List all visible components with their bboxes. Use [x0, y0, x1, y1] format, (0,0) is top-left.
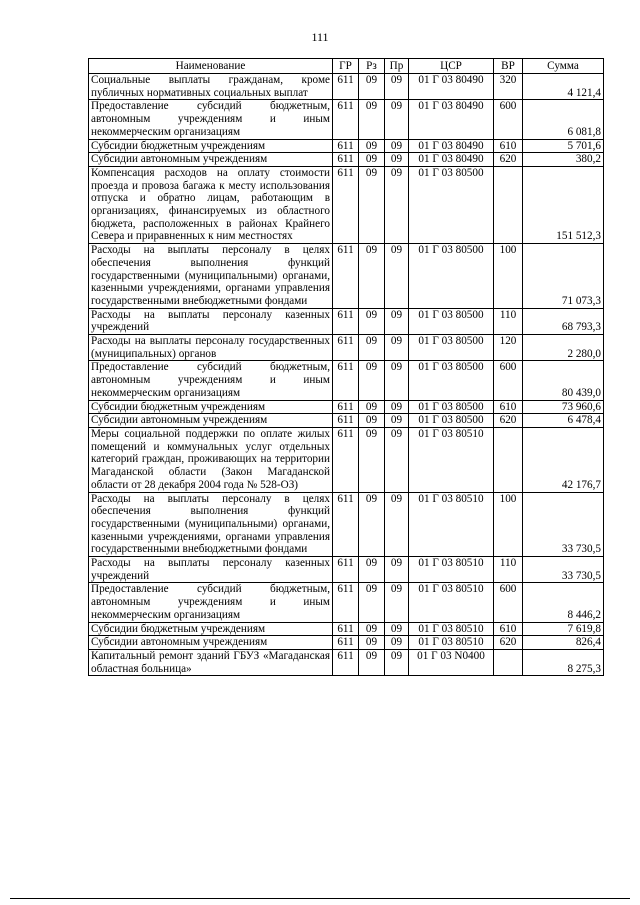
- cell-sum: 4 121,4: [523, 74, 604, 100]
- cell-vr: 620: [494, 414, 523, 428]
- cell-csr: 01 Г 03 N0400: [409, 649, 494, 675]
- cell-rz: 09: [359, 649, 385, 675]
- cell-name: Субсидии автономным учреждениям: [89, 636, 333, 650]
- header-pr: Пр: [385, 59, 409, 74]
- cell-rz: 09: [359, 400, 385, 414]
- cell-name: Субсидии бюджетным учреждениям: [89, 622, 333, 636]
- cell-sum: 826,4: [523, 636, 604, 650]
- cell-vr: 600: [494, 100, 523, 139]
- table-row: [89, 361, 604, 400]
- cell-name: Расходы на выплаты персоналу казенных учреждений: [89, 557, 333, 583]
- cell-rz: 09: [359, 74, 385, 100]
- cell-gr: 611: [333, 244, 359, 309]
- footer-divider: [10, 898, 630, 899]
- cell-gr: 611: [333, 166, 359, 243]
- header-sum: Сумма: [523, 59, 604, 74]
- table-row: [89, 492, 604, 557]
- cell-gr: 611: [333, 100, 359, 139]
- cell-vr: 100: [494, 244, 523, 309]
- cell-gr: 611: [333, 557, 359, 583]
- cell-sum: 73 960,6: [523, 400, 604, 414]
- cell-pr: 09: [385, 492, 409, 557]
- cell-gr: 611: [333, 139, 359, 153]
- cell-sum: 151 512,3: [523, 166, 604, 243]
- cell-rz: 09: [359, 153, 385, 167]
- cell-gr: 611: [333, 153, 359, 167]
- table-row: [89, 557, 604, 583]
- cell-rz: 09: [359, 361, 385, 400]
- cell-csr: 01 Г 03 80500: [409, 361, 494, 400]
- cell-rz: 09: [359, 335, 385, 361]
- cell-csr: 01 Г 03 80490: [409, 139, 494, 153]
- cell-pr: 09: [385, 622, 409, 636]
- table-row: [89, 400, 604, 414]
- cell-csr: 01 Г 03 80500: [409, 244, 494, 309]
- cell-pr: 09: [385, 74, 409, 100]
- cell-pr: 09: [385, 139, 409, 153]
- cell-sum: 33 730,5: [523, 557, 604, 583]
- cell-sum: 80 439,0: [523, 361, 604, 400]
- cell-pr: 09: [385, 400, 409, 414]
- table-row: [89, 414, 604, 428]
- cell-pr: 09: [385, 636, 409, 650]
- cell-rz: 09: [359, 427, 385, 492]
- cell-pr: 09: [385, 649, 409, 675]
- cell-sum: 33 730,5: [523, 492, 604, 557]
- cell-csr: 01 Г 03 80510: [409, 557, 494, 583]
- cell-rz: 09: [359, 414, 385, 428]
- table-header-row: [89, 59, 604, 74]
- cell-csr: 01 Г 03 80500: [409, 335, 494, 361]
- cell-gr: 611: [333, 308, 359, 334]
- cell-vr: 110: [494, 308, 523, 334]
- cell-name: Меры социальной поддержки по оплате жилых помещений и коммунальных услуг отдельных категорий граждан, проживающих на территории Магаданской области (Закон Магаданской области от 28 декабря 2004 года № 528-ОЗ): [89, 427, 333, 492]
- cell-pr: 09: [385, 361, 409, 400]
- cell-gr: 611: [333, 361, 359, 400]
- cell-vr: 620: [494, 153, 523, 167]
- cell-rz: 09: [359, 308, 385, 334]
- cell-pr: 09: [385, 153, 409, 167]
- cell-pr: 09: [385, 583, 409, 622]
- cell-sum: 7 619,8: [523, 622, 604, 636]
- cell-pr: 09: [385, 335, 409, 361]
- cell-sum: 5 701,6: [523, 139, 604, 153]
- cell-pr: 09: [385, 244, 409, 309]
- header-rz: Рз: [359, 59, 385, 74]
- budget-table: [88, 58, 604, 676]
- cell-name: Социальные выплаты гражданам, кроме публичных нормативных социальных выплат: [89, 74, 333, 100]
- cell-rz: 09: [359, 166, 385, 243]
- cell-csr: 01 Г 03 80510: [409, 492, 494, 557]
- header-name: Наименование: [89, 59, 333, 74]
- table-row: [89, 427, 604, 492]
- table-row: [89, 139, 604, 153]
- cell-sum: 71 073,3: [523, 244, 604, 309]
- table-row: [89, 100, 604, 139]
- cell-sum: 6 478,4: [523, 414, 604, 428]
- cell-csr: 01 Г 03 80510: [409, 427, 494, 492]
- cell-gr: 611: [333, 335, 359, 361]
- cell-csr: 01 Г 03 80500: [409, 400, 494, 414]
- cell-rz: 09: [359, 100, 385, 139]
- cell-sum: 8 446,2: [523, 583, 604, 622]
- cell-pr: 09: [385, 100, 409, 139]
- table-row: [89, 74, 604, 100]
- cell-pr: 09: [385, 308, 409, 334]
- cell-name: Расходы на выплаты персоналу казенных учреждений: [89, 308, 333, 334]
- cell-sum: 380,2: [523, 153, 604, 167]
- cell-csr: 01 Г 03 80490: [409, 153, 494, 167]
- cell-gr: 611: [333, 74, 359, 100]
- cell-rz: 09: [359, 636, 385, 650]
- cell-pr: 09: [385, 557, 409, 583]
- cell-gr: 611: [333, 427, 359, 492]
- cell-vr: 600: [494, 583, 523, 622]
- cell-name: Субсидии автономным учреждениям: [89, 153, 333, 167]
- cell-rz: 09: [359, 139, 385, 153]
- cell-rz: 09: [359, 583, 385, 622]
- header-csr: ЦСР: [409, 59, 494, 74]
- table-row: [89, 335, 604, 361]
- cell-gr: 611: [333, 622, 359, 636]
- cell-vr: 120: [494, 335, 523, 361]
- cell-sum: 68 793,3: [523, 308, 604, 334]
- table-row: [89, 622, 604, 636]
- cell-gr: 611: [333, 414, 359, 428]
- cell-name: Расходы на выплаты персоналу в целях обеспечения выполнения функций государственными (муниципальными) органами, казенными учреждениями, органами управления государственными внебюджетными фондами: [89, 244, 333, 309]
- cell-gr: 611: [333, 649, 359, 675]
- cell-vr: 110: [494, 557, 523, 583]
- table-row: [89, 308, 604, 334]
- cell-csr: 01 Г 03 80500: [409, 414, 494, 428]
- cell-vr: 100: [494, 492, 523, 557]
- cell-rz: 09: [359, 492, 385, 557]
- cell-csr: 01 Г 03 80490: [409, 100, 494, 139]
- table-row: [89, 244, 604, 309]
- cell-name: Предоставление субсидий бюджетным, автономным учреждениям и иным некоммерческим организациям: [89, 100, 333, 139]
- cell-csr: 01 Г 03 80490: [409, 74, 494, 100]
- cell-name: Субсидии бюджетным учреждениям: [89, 139, 333, 153]
- cell-rz: 09: [359, 244, 385, 309]
- cell-pr: 09: [385, 166, 409, 243]
- cell-pr: 09: [385, 427, 409, 492]
- cell-sum: 8 275,3: [523, 649, 604, 675]
- cell-rz: 09: [359, 557, 385, 583]
- cell-pr: 09: [385, 414, 409, 428]
- cell-vr: 600: [494, 361, 523, 400]
- table-row: [89, 583, 604, 622]
- cell-vr: [494, 166, 523, 243]
- table-row: [89, 166, 604, 243]
- cell-vr: 620: [494, 636, 523, 650]
- table-row: [89, 649, 604, 675]
- cell-csr: 01 Г 03 80500: [409, 308, 494, 334]
- page-number: 111: [311, 30, 329, 44]
- header-vr: ВР: [494, 59, 523, 74]
- cell-name: Субсидии автономным учреждениям: [89, 414, 333, 428]
- cell-name: Предоставление субсидий бюджетным, автономным учреждениям и иным некоммерческим организациям: [89, 583, 333, 622]
- cell-vr: 610: [494, 139, 523, 153]
- cell-gr: 611: [333, 636, 359, 650]
- cell-name: Субсидии бюджетным учреждениям: [89, 400, 333, 414]
- cell-gr: 611: [333, 492, 359, 557]
- cell-vr: [494, 649, 523, 675]
- cell-name: Предоставление субсидий бюджетным, автономным учреждениям и иным некоммерческим организациям: [89, 361, 333, 400]
- cell-sum: 42 176,7: [523, 427, 604, 492]
- cell-name: Расходы на выплаты персоналу в целях обеспечения выполнения функций государственными (муниципальными) органами, казенными учреждениями, органами управления государственными внебюджетными фондами: [89, 492, 333, 557]
- cell-csr: 01 Г 03 80510: [409, 622, 494, 636]
- cell-csr: 01 Г 03 80510: [409, 583, 494, 622]
- cell-name: Расходы на выплаты персоналу государственных (муниципальных) органов: [89, 335, 333, 361]
- cell-csr: 01 Г 03 80510: [409, 636, 494, 650]
- cell-vr: 610: [494, 400, 523, 414]
- cell-sum: 6 081,8: [523, 100, 604, 139]
- header-gr: ГР: [333, 59, 359, 74]
- cell-sum: 2 280,0: [523, 335, 604, 361]
- cell-vr: 610: [494, 622, 523, 636]
- cell-name: Капитальный ремонт зданий ГБУЗ «Магаданская областная больница»: [89, 649, 333, 675]
- cell-vr: 320: [494, 74, 523, 100]
- cell-csr: 01 Г 03 80500: [409, 166, 494, 243]
- cell-vr: [494, 427, 523, 492]
- table-row: [89, 636, 604, 650]
- cell-name: Компенсация расходов на оплату стоимости проезда и провоза багажа к месту использования отпуска и обратно лицам, работающим в организациях, финансируемых из областного бюджета, расположенных в районах Крайнего Севера и приравненных к ним местностях: [89, 166, 333, 243]
- table-row: [89, 153, 604, 167]
- cell-rz: 09: [359, 622, 385, 636]
- cell-gr: 611: [333, 583, 359, 622]
- cell-gr: 611: [333, 400, 359, 414]
